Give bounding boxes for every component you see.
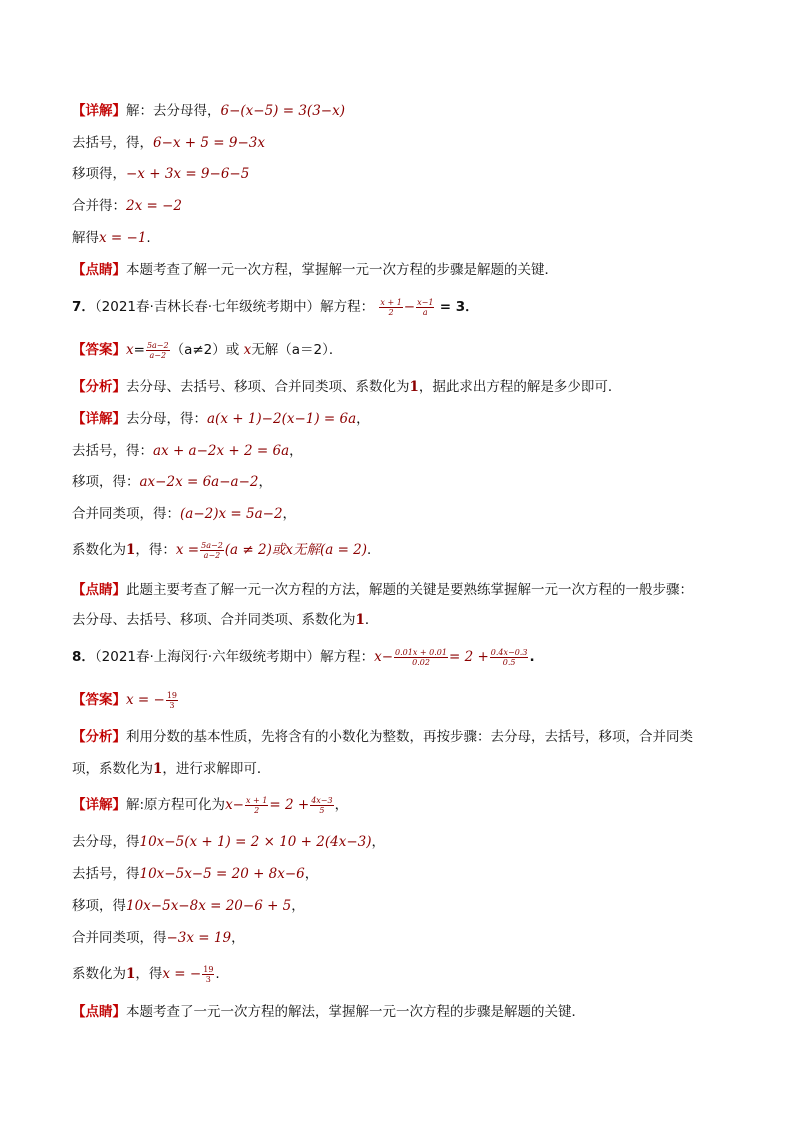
fraction: $\frac{5a-2}{a-2}$ — [146, 341, 169, 360]
text: 本题考查了解一元一次方程，掌握解一元一次方程的步骤是解题的关键． — [126, 262, 558, 278]
answer-label: 【答案】 — [72, 342, 126, 358]
q7-detail-line4: 合并同类项，得：(a−2)x = 5a−2， — [72, 506, 297, 522]
q8-detail-line5: 合并同类项，得−3x = 19， — [72, 930, 245, 946]
fraction: $\frac{x-1}{a}$ — [417, 298, 434, 317]
q8-detail-line4: 移项，得10x−5x−8x = 20−6 + 5， — [72, 898, 305, 914]
fraction: $\frac{x + 1}{2}$ — [246, 796, 268, 815]
q8-comment: 【点睛】本题考查了一元一次方程的解法，掌握解一元一次方程的步骤是解题的关键． — [72, 1004, 585, 1020]
question-number: 8． — [72, 649, 95, 665]
q8-title: 8．（2021春·上海闵行·六年级统考期中）解方程：x− $\frac{0.01x + 0.01}{0.02}$ = 2 + $\frac{0.4x-0.3}{0.5}$ . — [72, 648, 535, 667]
fraction: $\frac{19}{3}$ — [166, 691, 178, 710]
q7-detail-line5: 系数化为1，得：x = $\frac{5a-2}{a-2}$ (a ≠ 2)或x无解(a = 2)． — [72, 541, 381, 560]
q7-comment-line1: 【点睛】此题主要考查了解一元一次方程的方法，解题的关键是要熟练掌握解一元一次方程的一般步骤： — [72, 582, 693, 598]
fraction: $\frac{0.01x + 0.01}{0.02}$ — [395, 648, 447, 667]
q8-detail-line1: 【详解】解:原方程可化为x− $\frac{x + 1}{2}$ = 2 + $\frac{4x-3}{5}$ ， — [72, 796, 349, 815]
question-source: （2021春·吉林长春·七年级统考期中）解方程： — [94, 299, 375, 315]
q7-comment-line2: 去分母、去括号、移项、合并同类项、系数化为1． — [72, 612, 379, 628]
b6-detail-line4 — [72, 196, 182, 216]
analysis-label: 【分析】 — [72, 729, 126, 745]
text: = 3． — [439, 299, 479, 315]
q7-detail-line1: 【详解】去分母，得：a(x + 1)−2(x−1) = 6a， — [72, 411, 370, 427]
question-source: （2021春·上海闵行·六年级统考期中）解方程： — [94, 649, 375, 665]
fraction: $\frac{4x-3}{5}$ — [311, 796, 333, 815]
b6-detail-line1 — [72, 101, 345, 121]
math: 6−(x−5) = 3(3−x) — [220, 103, 345, 119]
detail-label: 【详解】 — [72, 797, 126, 813]
q8-answer: 【答案】x = − $\frac{19}{3}$ — [72, 691, 178, 710]
q7-detail-line2: 去括号，得：ax + a−2x + 2 = 6a， — [72, 443, 303, 459]
math: −x + 3x = 9−6−5 — [126, 166, 250, 182]
q8-analysis-line1: 【分析】利用分数的基本性质，先将含有的小数化为整数，再按步骤：去分母，去括号，移项，合并同类 — [72, 729, 693, 745]
comment-label: 【点睛】 — [72, 582, 126, 598]
q7-answer: 【答案】x= $\frac{5a-2}{a-2}$ （a≠2）或 x无解（a＝2）． — [72, 341, 343, 360]
b6-detail-line3 — [72, 164, 249, 184]
q7-title: 7．（2021春·吉林长春·七年级统考期中）解方程： $\frac{x + 1}{2}$ − $\frac{x-1}{a}$ = 3． — [72, 298, 479, 317]
q8-detail-line2: 去分母，得10x−5(x + 1) = 2 × 10 + 2(4x−3)， — [72, 834, 385, 850]
b6-comment — [72, 260, 558, 280]
detail-label: 【详解】 — [72, 411, 126, 427]
text: 解得 — [72, 230, 99, 246]
fraction: $\frac{19}{3}$ — [203, 965, 214, 984]
math: 2x = −2 — [126, 198, 182, 214]
q8-detail-line6: 系数化为1，得x = − $\frac{19}{3}$ . — [72, 965, 220, 984]
question-number: 7． — [72, 299, 95, 315]
fraction: $\frac{5a-2}{a-2}$ — [201, 541, 223, 560]
q8-detail-line3: 去括号，得10x−5x−5 = 20 + 8x−6， — [72, 866, 319, 882]
q7-detail-line3: 移项，得：ax−2x = 6a−a−2， — [72, 474, 272, 490]
text: 去括号，得， — [72, 135, 153, 151]
q8-analysis-line2: 项，系数化为1，进行求解即可． — [72, 761, 271, 777]
fraction: $\frac{x + 1}{2}$ — [380, 298, 402, 317]
fraction: $\frac{0.4x-0.3}{0.5}$ — [490, 648, 528, 667]
analysis-label: 【分析】 — [72, 379, 126, 395]
text: 解：去分母得， — [126, 103, 221, 119]
comment-label: 【点睛】 — [72, 262, 126, 278]
answer-label: 【答案】 — [72, 692, 126, 708]
text: 合并得： — [72, 198, 126, 214]
math: x = −1 — [99, 230, 147, 246]
detail-label: 【详解】 — [72, 103, 126, 119]
b6-detail-line5 — [72, 228, 151, 248]
text: . — [146, 230, 151, 246]
comment-label: 【点睛】 — [72, 1004, 126, 1020]
q7-analysis: 【分析】去分母、去括号、移项、合并同类项、系数化为1，据此求出方程的解是多少即可． — [72, 379, 622, 395]
math: 6−x + 5 = 9−3x — [153, 135, 265, 151]
b6-detail-line2 — [72, 133, 265, 153]
text: 移项得， — [72, 166, 126, 182]
